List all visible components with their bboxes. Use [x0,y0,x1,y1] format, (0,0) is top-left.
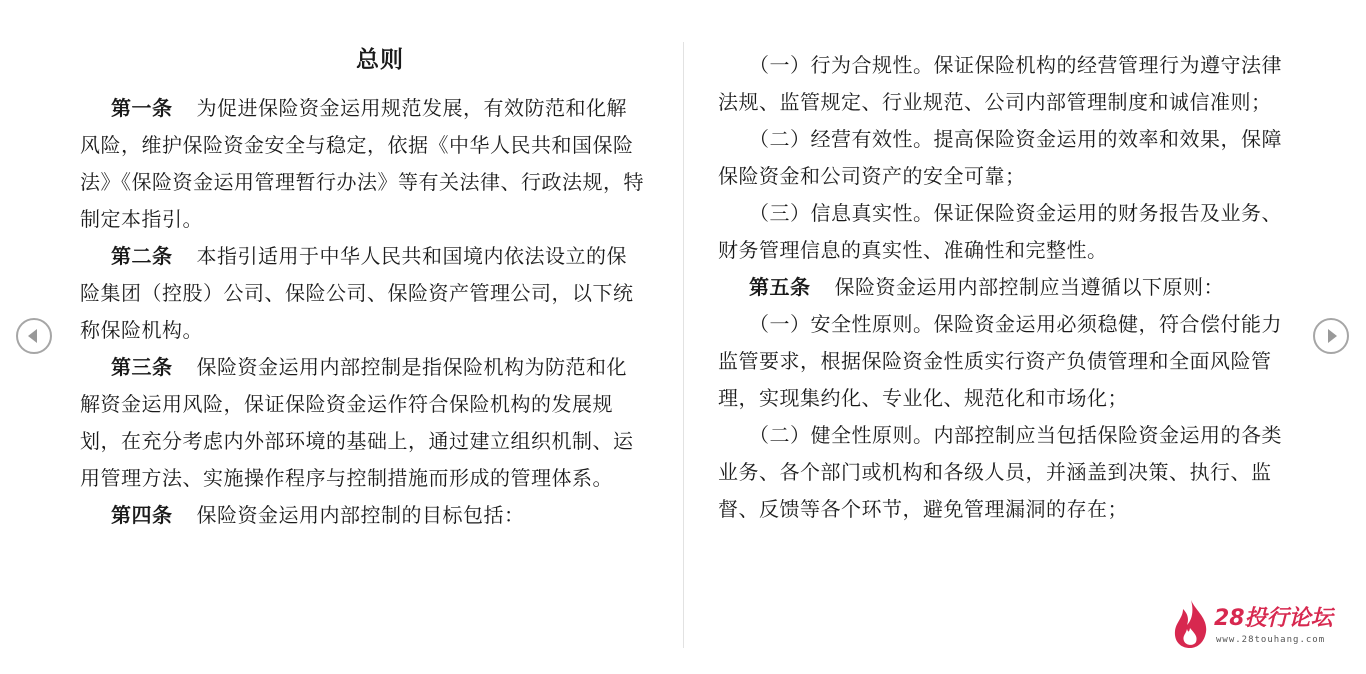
article-paragraph [80,349,646,497]
left-page-text [80,90,646,534]
list-item [718,47,1284,121]
article-text: 保险资金运用内部控制应当遵循以下原则： [834,275,1224,299]
list-item [718,195,1284,269]
list-item [718,121,1284,195]
list-item-text: （二）经营有效性。提高保险资金运用的效率和效果，保障保险资金和公司资产的安全可靠； [718,127,1282,188]
article-text: 本指引适用于中华人民共和国境内依法设立的保险集团（控股）公司、保险公司、保险资产管理公司，以下统称保险机构。 [80,244,634,342]
section-heading: 总则 [356,46,404,73]
article-label: 第四条 [111,503,173,527]
article-label: 第二条 [111,244,173,268]
article-label: 第五条 [749,275,811,299]
next-page-button[interactable] [1313,318,1349,354]
article-paragraph [718,269,1284,306]
chevron-left-icon [18,320,50,352]
page-divider [683,42,684,648]
list-item-text: （三）信息真实性。保证保险资金运用的财务报告及业务、财务管理信息的真实性、准确性和完整性。 [718,201,1282,262]
list-item-text: （二）健全性原则。内部控制应当包括保险资金运用的各类业务、各个部门或机构和各级人员，并涵盖到决策、执行、监督、反馈等各个环节，避免管理漏洞的存在； [718,423,1282,521]
logo-url: www.28touhang.com [1216,635,1326,645]
chevron-right-icon [1315,320,1347,352]
article-paragraph [80,90,646,238]
article-text: 为促进保险资金运用规范发展，有效防范和化解风险，维护保险资金安全与稳定，依据《中华人民共和国保险法》《保险资金运用管理暂行办法》等有关法律、行政法规，特制定本指引。 [80,96,644,231]
list-item [718,306,1284,417]
flame-icon [1170,598,1212,650]
article-text: 保险资金运用内部控制的目标包括： [196,503,525,527]
logo-name: 28投行论坛 [1214,606,1333,631]
article-label: 第一条 [111,96,173,120]
list-item-text: （一）安全性原则。保险资金运用必须稳健，符合偿付能力监管要求，根据保险资金性质实行资产负债管理和全面风险管理，实现集约化、专业化、规范化和市场化； [718,312,1282,410]
site-logo[interactable] [1170,598,1346,654]
article-text: 保险资金运用内部控制是指保险机构为防范和化解资金运用风险，保证保险资金运作符合保险机构的发展规划，在充分考虑内外部环境的基础上，通过建立组织机制、运用管理方法、实施操作程序与控制措施而形成的管理体系。 [80,355,634,490]
article-paragraph [80,238,646,349]
article-paragraph [80,497,646,534]
article-label: 第三条 [111,355,173,379]
right-page-text [718,47,1284,528]
list-item-text: （一）行为合规性。保证保险机构的经营管理行为遵守法律法规、监管规定、行业规范、公司内部管理制度和诚信准则； [718,53,1282,114]
prev-page-button[interactable] [16,318,52,354]
list-item [718,417,1284,528]
